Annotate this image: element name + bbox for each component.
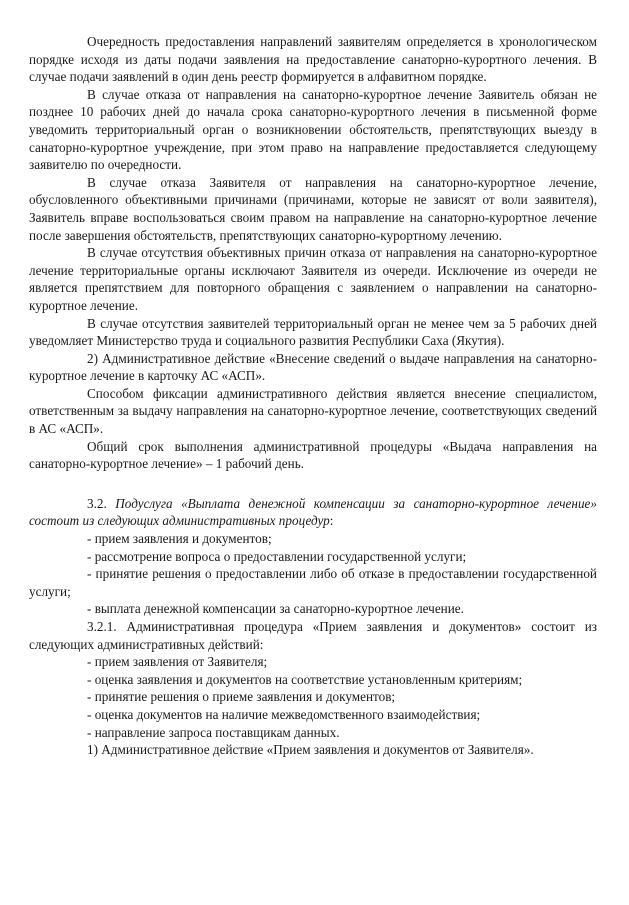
paragraph-total-term: Общий срок выполнения административной процедуры «Выдача направления на санаторно-курортное лечение» – 1 рабочий день. (29, 438, 597, 472)
paragraph-action-2: 2) Административное действие «Внесение сведений о выдаче направления на санаторно-курортное лечение в карточку АС «АСП». (29, 350, 597, 384)
list-item: - принятие решения о приеме заявления и документов; (87, 689, 396, 705)
list-item: - прием заявления и документов; (87, 531, 272, 547)
list-item: - прием заявления от Заявителя; (87, 654, 268, 670)
paragraph-fixation-method: Способом фиксации административного действия является внесение специалистом, ответственным за выдачу направления на санаторно-курортное лечение, соответствующих сведений в АС «АСП». (29, 385, 597, 437)
paragraph-objective-refusal: В случае отказа Заявителя от направления на санаторно-курортное лечение, обусловленного объективными причинами (причинами, которые не зависят от воли заявителя), Заявитель вправе воспользоваться своим правом на направление на санаторно-курортное лечение после завершения обстоятельств, препятствующих санаторно-курортному лечению. (29, 174, 597, 243)
list-item: - оценка заявления и документов на соответствие установленным критериям; (87, 671, 523, 687)
section-number: 3.2. (87, 495, 107, 511)
section-title: Подуслуга «Выплата денежной компенсации за санаторно-курортное лечение» состоит из следующих административных процедур (29, 495, 597, 529)
paragraph-exclusion: В случае отсутствия объективных причин отказа от направления на санаторно-курортное лечение территориальные органы исключают Заявителя из очереди. Исключение из очереди не является препятствием для повторного обращения с заявлением о направлении на санаторно-курортное лечение. (29, 245, 597, 313)
list-item: - рассмотрение вопроса о предоставлении государственной услуги; (87, 548, 467, 564)
list-item: - принятие решения о предоставлении либо об отказе в предоставлении государственной услуги; (29, 566, 597, 599)
section-heading: 3.2. Подуслуга «Выплата денежной компенсации за санаторно-курортное лечение» состоит из следующих административных процедур: (29, 495, 597, 529)
list-item: - оценка документов на наличие межведомственного взаимодействия; (87, 706, 481, 722)
subsection-intro: 3.2.1. Административная процедура «Прием заявления и документов» состоит из следующих административных действий: (29, 619, 597, 652)
paragraph-no-applicants: В случае отсутствия заявителей территориальный орган не менее чем за 5 рабочих дней уведомляет Министерство труда и социального развития Республики Саха (Якутия). (29, 315, 597, 349)
paragraph-refusal-notice: В случае отказа от направления на санаторно-курортное лечение Заявитель обязан не позднее 10 рабочих дней до начала срока санаторно-курортного лечения в письменной форме уведомить территориальный орган о возникновении обстоятельств, препятствующих выезду в санаторно-курортное учреждение, при этом право на направление предоставляется следующему заявителю по очередности. (29, 86, 597, 173)
list-item: - направление запроса поставщикам данных. (87, 724, 340, 740)
paragraph-action-1: 1) Административное действие «Прием заявления и документов от Заявителя». (87, 742, 534, 758)
list-item: - выплата денежной компенсации за санаторно-курортное лечение. (87, 601, 464, 617)
paragraph-queue-order: Очередность предоставления направлений заявителям определяется в хронологическом порядке исходя из даты подачи заявления на предоставление санаторно-курортного лечения. В случае подачи заявлений в один день реестр формируется в алфавитном порядке. (29, 34, 597, 85)
